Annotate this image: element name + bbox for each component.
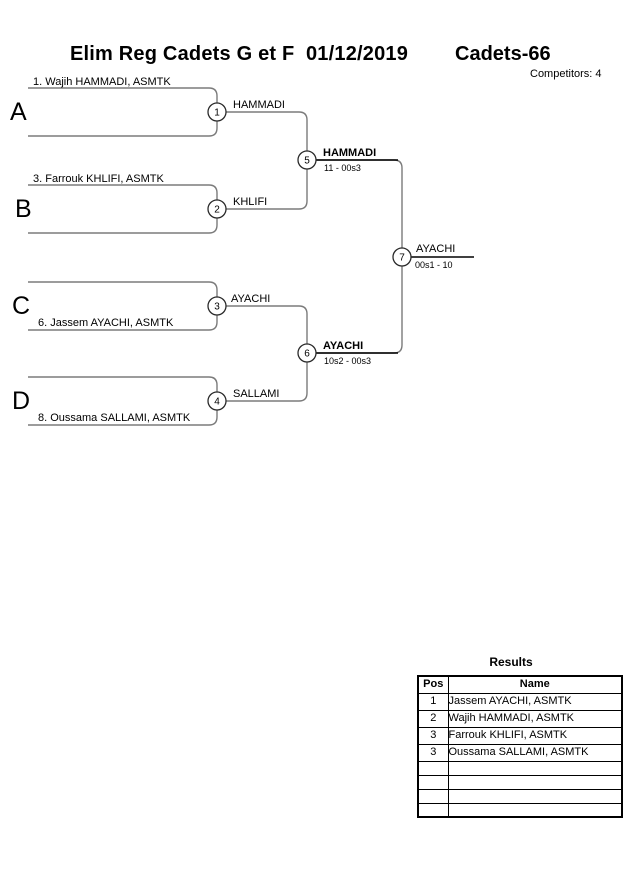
bracket-line-b-top	[28, 185, 217, 200]
winner-label-match2: KHLIFI	[233, 196, 268, 208]
result-name: Farrouk KHLIFI, ASMTK	[448, 727, 622, 744]
results-row-2	[418, 710, 622, 727]
results-row-8	[418, 803, 622, 817]
results-row-1	[418, 693, 622, 710]
match-number-2: 2	[214, 204, 220, 216]
bracket-line-d-top	[28, 377, 217, 392]
connector-match1	[226, 112, 307, 151]
match-number-6: 6	[304, 348, 310, 360]
results-row-4	[418, 744, 622, 761]
result-name: Oussama SALLAMI, ASMTK	[448, 744, 622, 761]
results-row-5	[418, 761, 622, 775]
result-name: Jassem AYACHI, ASMTK	[448, 693, 622, 710]
result-pos: 3	[418, 744, 448, 761]
result-name: Wajih HAMMADI, ASMTK	[448, 710, 622, 727]
seed-name-6: 6. Jassem AYACHI, ASMTK	[38, 317, 174, 329]
seed-name-3: 3. Farrouk KHLIFI, ASMTK	[33, 173, 164, 185]
match-number-3: 3	[214, 301, 220, 313]
match-number-7: 7	[399, 252, 405, 264]
result-pos: 3	[418, 727, 448, 744]
results-title: Results	[489, 655, 533, 669]
results-row-7	[418, 789, 622, 803]
bracket-line-a-bottom	[28, 121, 217, 136]
result-pos: 1	[418, 693, 448, 710]
connector-match3	[226, 306, 307, 344]
score-match5: 11 - 00s3	[324, 163, 361, 173]
section-letter-a: A	[10, 98, 27, 126]
result-pos	[418, 789, 448, 803]
page-title: Elim Reg Cadets G et F 01/12/2019	[70, 43, 409, 65]
results-row-3	[418, 727, 622, 744]
result-name	[448, 789, 622, 803]
section-letter-d: D	[12, 387, 31, 415]
results-header-pos: Pos	[418, 676, 448, 693]
bracket-line-a-top	[28, 88, 217, 103]
results-row-6	[418, 775, 622, 789]
result-pos: 2	[418, 710, 448, 727]
bracket-line-c-top	[28, 282, 217, 297]
result-name	[448, 775, 622, 789]
winner-label-match3: AYACHI	[231, 293, 271, 305]
winner-label-match7: AYACHI	[416, 243, 456, 255]
winner-label-match6: AYACHI	[323, 340, 364, 352]
category-label: Cadets-66	[455, 43, 551, 65]
connector-match5	[316, 160, 402, 248]
results-header-row	[418, 676, 622, 693]
result-pos	[418, 761, 448, 775]
match-number-1: 1	[214, 107, 220, 119]
score-match7: 00s1 - 10	[415, 260, 453, 270]
result-pos	[418, 775, 448, 789]
result-pos	[418, 803, 448, 817]
result-name	[448, 761, 622, 775]
section-letter-b: B	[15, 195, 32, 223]
bracket-line-b-bottom	[28, 218, 217, 233]
winner-label-match1: HAMMADI	[233, 99, 285, 111]
score-match6: 10s2 - 00s3	[324, 356, 372, 366]
winner-label-match5: HAMMADI	[323, 147, 377, 159]
winner-label-match4: SALLAMI	[233, 388, 280, 400]
results-header-name: Name	[448, 676, 622, 693]
results-table	[417, 675, 623, 818]
seed-name-8: 8. Oussama SALLAMI, ASMTK	[38, 412, 191, 424]
result-name	[448, 803, 622, 817]
competitors-count: Competitors: 4	[530, 68, 602, 80]
match-number-4: 4	[214, 396, 220, 408]
match-number-5: 5	[304, 155, 310, 167]
section-letter-c: C	[12, 292, 31, 320]
seed-name-1: 1. Wajih HAMMADI, ASMTK	[33, 76, 171, 88]
